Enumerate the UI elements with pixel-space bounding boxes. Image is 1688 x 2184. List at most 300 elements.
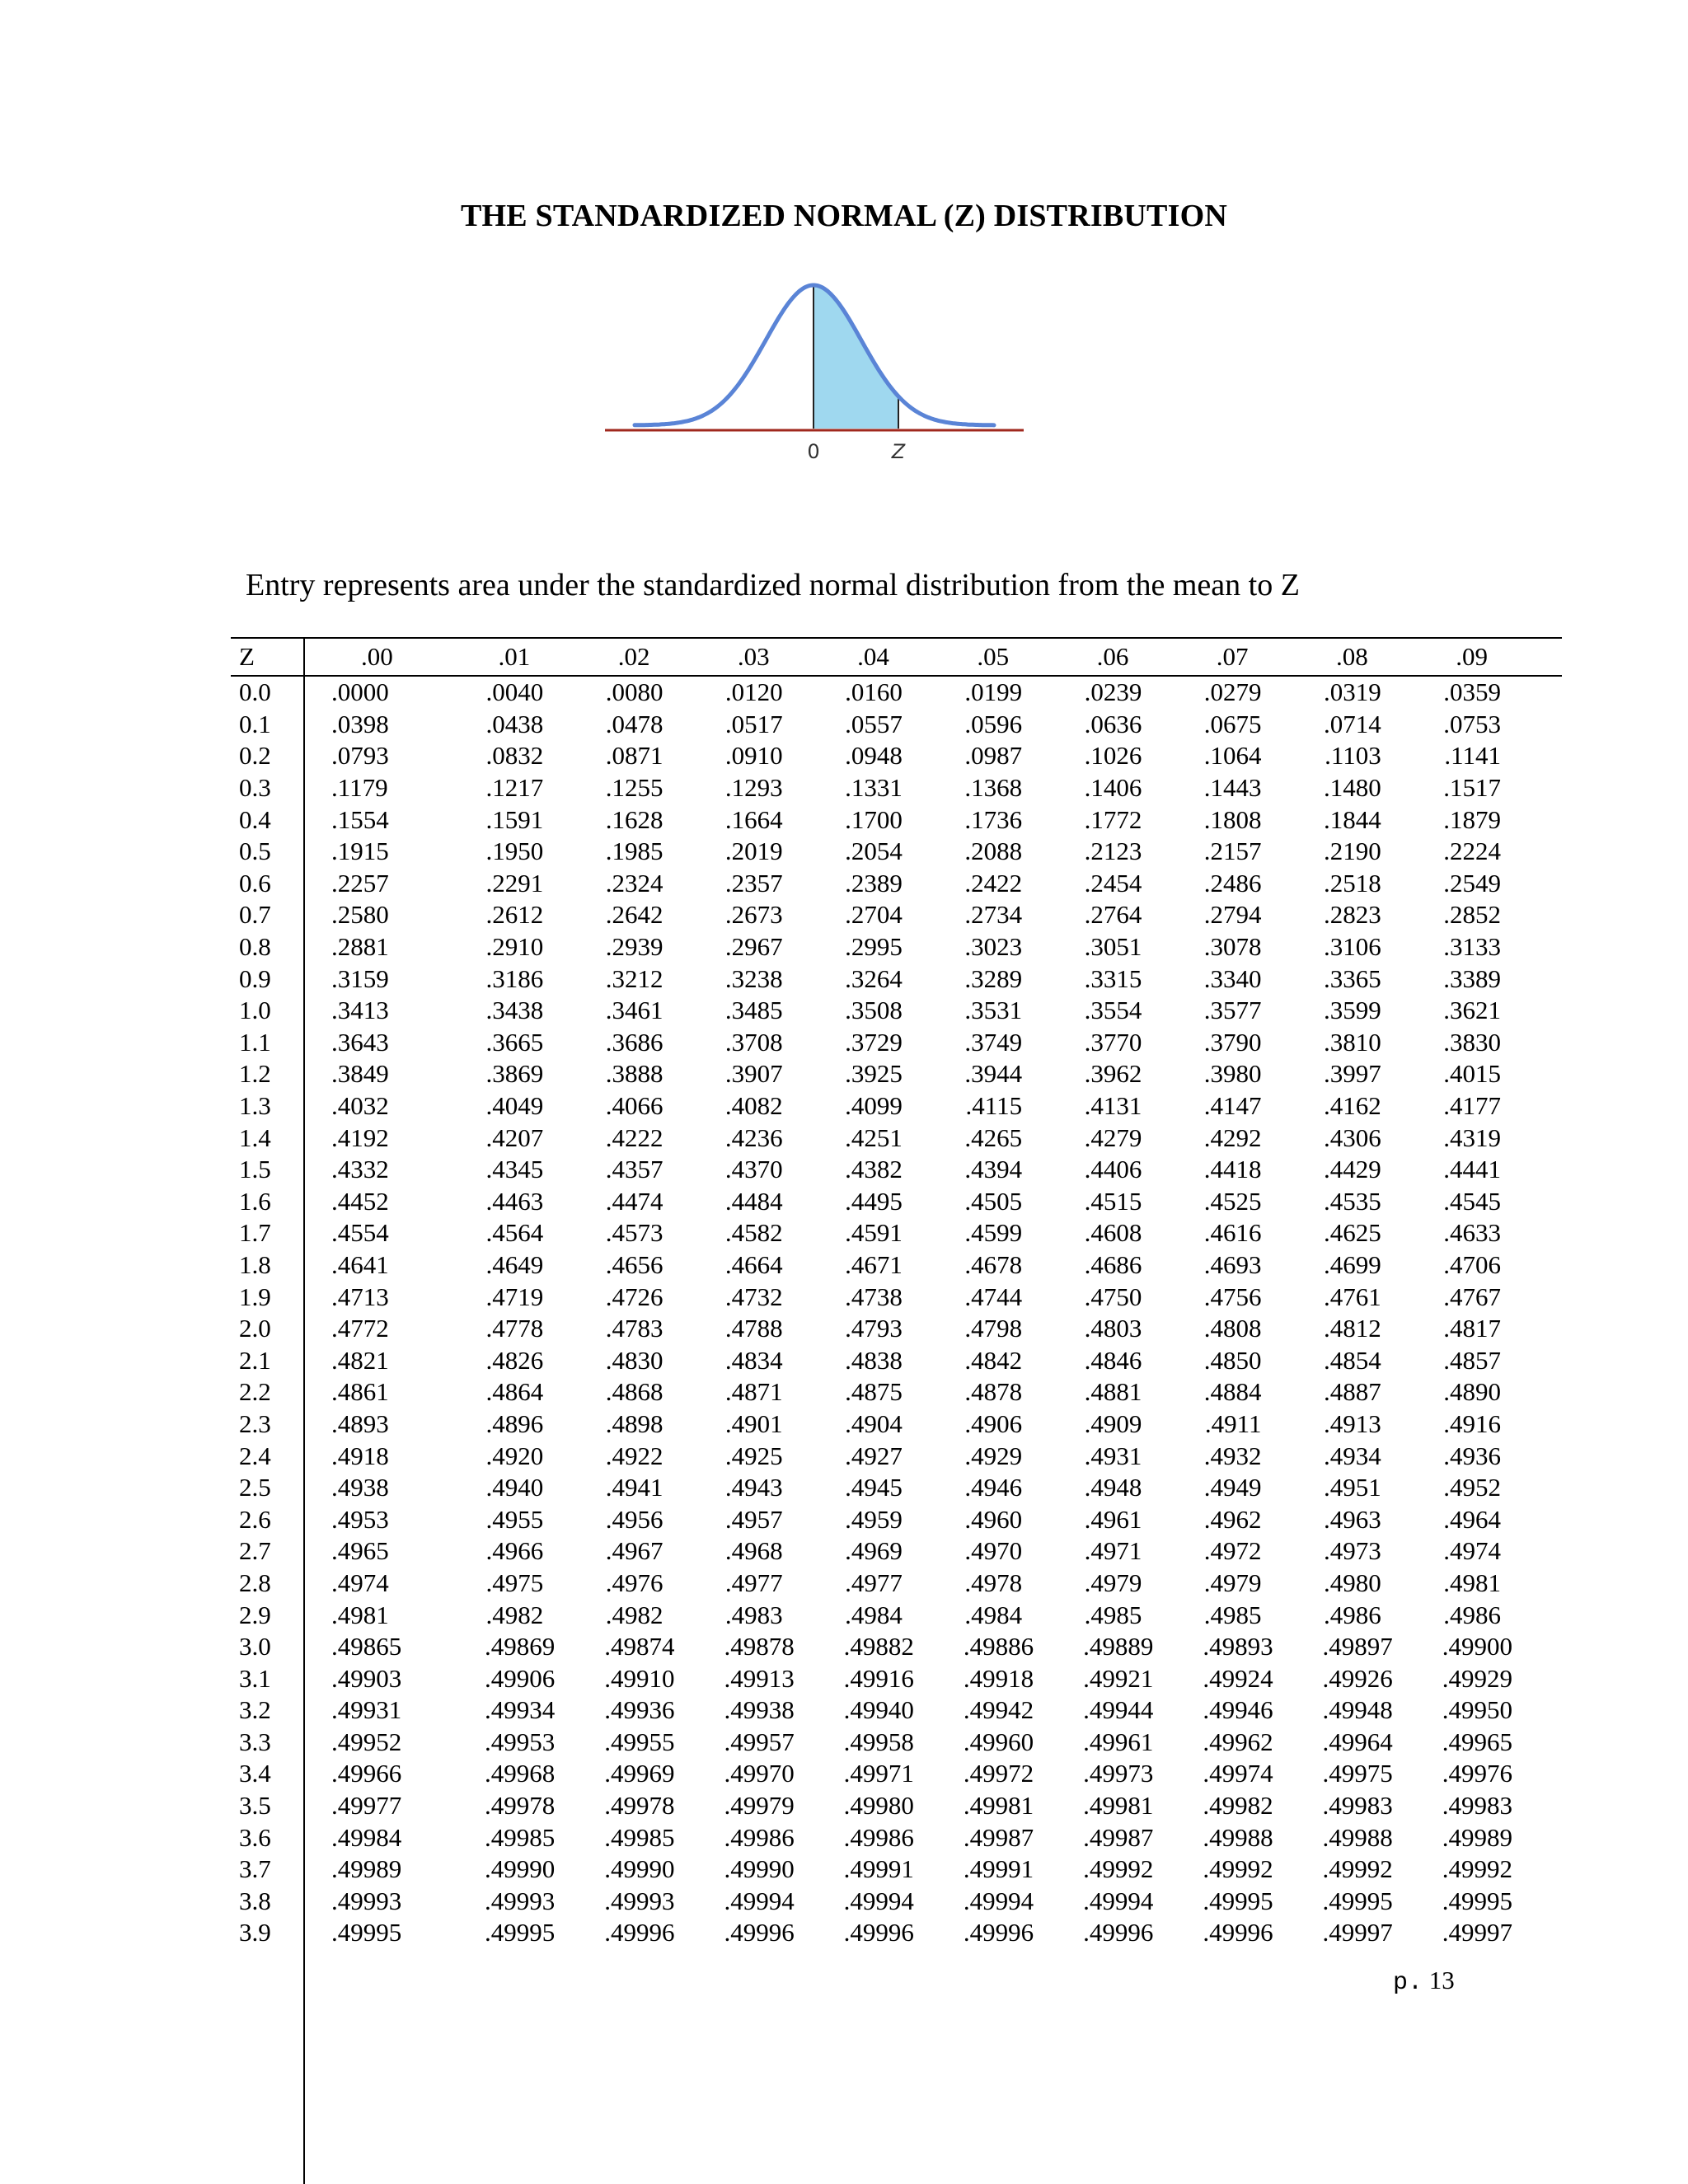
table-row: [231, 1217, 1562, 1249]
page-title: THE STANDARDIZED NORMAL (Z) DISTRIBUTION: [460, 199, 1227, 233]
probability-cell: .49992: [1083, 1854, 1154, 1884]
probability-cell: .2054: [845, 837, 903, 866]
probability-cell: .49968: [485, 1759, 556, 1788]
probability-cell: .4656: [605, 1249, 663, 1279]
probability-cell: .49989: [331, 1854, 402, 1884]
probability-cell: .4591: [845, 1218, 903, 1248]
probability-cell: .2995: [845, 932, 903, 962]
probability-cell: .4633: [1443, 1218, 1501, 1248]
probability-cell: .49983: [1442, 1791, 1512, 1821]
probability-cell: .49982: [1203, 1791, 1273, 1821]
probability-cell: .49979: [724, 1791, 795, 1821]
probability-cell: .4082: [724, 1091, 783, 1121]
probability-cell: .4949: [1203, 1473, 1262, 1502]
probability-cell: .49978: [485, 1791, 556, 1821]
probability-cell: .49994: [1083, 1886, 1154, 1915]
probability-cell: .2291: [485, 868, 544, 898]
probability-cell: .49993: [485, 1886, 556, 1915]
probability-cell: .4973: [1324, 1536, 1381, 1566]
probability-cell: .0832: [485, 741, 544, 771]
probability-cell: .3461: [605, 996, 663, 1025]
table-row: [231, 1917, 1562, 1949]
probability-cell: .4898: [605, 1408, 663, 1438]
probability-cell: .4484: [724, 1186, 783, 1216]
probability-cell: .3365: [1324, 963, 1381, 993]
z-value-cell: 2.2: [239, 1377, 271, 1407]
probability-cell: .4955: [485, 1504, 544, 1534]
probability-cell: .4821: [331, 1345, 389, 1375]
probability-cell: .1628: [605, 804, 663, 834]
probability-cell: .4974: [331, 1568, 389, 1597]
probability-cell: .3790: [1203, 1027, 1262, 1057]
probability-cell: .4920: [485, 1441, 544, 1470]
probability-cell: .4564: [485, 1218, 544, 1248]
table-row: [231, 931, 1562, 963]
probability-cell: .2642: [605, 900, 663, 930]
probability-cell: .0517: [724, 709, 783, 738]
probability-cell: .2852: [1443, 900, 1501, 930]
table-row: [231, 1727, 1562, 1759]
probability-cell: .4854: [1324, 1345, 1381, 1375]
probability-cell: .49910: [604, 1663, 675, 1693]
probability-cell: .4767: [1443, 1282, 1501, 1311]
probability-cell: .4418: [1203, 1155, 1262, 1184]
probability-cell: .3925: [845, 1059, 903, 1089]
column-header: .07: [1203, 638, 1322, 676]
probability-cell: .49986: [724, 1822, 795, 1852]
probability-cell: .4909: [1084, 1408, 1142, 1438]
probability-cell: .4918: [331, 1441, 389, 1470]
probability-cell: .3133: [1443, 932, 1501, 962]
probability-cell: .49961: [1083, 1727, 1154, 1756]
probability-cell: .4925: [724, 1441, 783, 1470]
probability-cell: .4803: [1084, 1314, 1142, 1343]
z-value-cell: 3.1: [239, 1663, 271, 1693]
probability-cell: .2019: [724, 837, 783, 866]
probability-cell: .4177: [1443, 1091, 1501, 1121]
probability-cell: .4678: [964, 1249, 1023, 1279]
probability-cell: .4345: [485, 1155, 544, 1184]
probability-cell: .3264: [845, 963, 903, 993]
probability-cell: .1480: [1324, 773, 1381, 803]
probability-cell: .4893: [331, 1408, 389, 1438]
probability-cell: .49980: [843, 1791, 914, 1821]
probability-cell: .4932: [1203, 1441, 1262, 1470]
probability-cell: .4495: [845, 1186, 903, 1216]
z-value-cell: 0.2: [239, 741, 271, 771]
probability-cell: .4916: [1443, 1408, 1501, 1438]
z-value-cell: 0.8: [239, 932, 271, 962]
probability-cell: .49906: [485, 1663, 556, 1693]
probability-cell: .4878: [964, 1377, 1023, 1407]
probability-cell: .1517: [1443, 773, 1501, 803]
probability-cell: .0398: [331, 709, 389, 738]
probability-cell: .4881: [1084, 1377, 1142, 1407]
probability-cell: .49921: [1083, 1663, 1154, 1693]
z-value-cell: 1.2: [239, 1059, 271, 1089]
probability-cell: .49993: [604, 1886, 675, 1915]
probability-cell: .4772: [331, 1314, 389, 1343]
table-row: [231, 1568, 1562, 1600]
probability-cell: .4599: [964, 1218, 1023, 1248]
probability-cell: .4706: [1443, 1249, 1501, 1279]
probability-cell: .1772: [1084, 804, 1142, 834]
probability-cell: .4732: [724, 1282, 783, 1311]
probability-cell: .4505: [964, 1186, 1023, 1216]
probability-cell: .0793: [331, 741, 389, 771]
column-header: .01: [485, 638, 604, 676]
z-value-cell: 2.1: [239, 1345, 271, 1375]
probability-cell: .49950: [1442, 1695, 1512, 1725]
probability-cell: .49940: [843, 1695, 914, 1725]
probability-cell: .49903: [331, 1663, 402, 1693]
probability-cell: .4744: [964, 1282, 1023, 1311]
probability-cell: .1064: [1203, 741, 1262, 771]
probability-cell: .3051: [1084, 932, 1142, 962]
probability-cell: .3508: [845, 996, 903, 1025]
z-value-cell: 3.4: [239, 1759, 271, 1788]
probability-cell: .4948: [1084, 1473, 1142, 1502]
probability-cell: .4049: [485, 1091, 544, 1121]
probability-cell: .49874: [604, 1632, 675, 1661]
probability-cell: .3944: [964, 1059, 1023, 1089]
table-row: [231, 1027, 1562, 1059]
probability-cell: .3888: [605, 1059, 663, 1089]
probability-cell: .0120: [724, 677, 783, 707]
probability-cell: .4066: [605, 1091, 663, 1121]
z-value-cell: 3.9: [239, 1918, 271, 1947]
probability-cell: .3340: [1203, 963, 1262, 993]
table-row: [231, 1758, 1562, 1790]
probability-cell: .1368: [964, 773, 1023, 803]
probability-cell: .49893: [1203, 1632, 1273, 1661]
probability-cell: .0199: [964, 677, 1023, 707]
probability-cell: .49989: [1442, 1822, 1512, 1852]
probability-cell: .3643: [331, 1027, 389, 1057]
probability-cell: .49936: [604, 1695, 675, 1725]
probability-cell: .4726: [605, 1282, 663, 1311]
z-value-cell: 3.3: [239, 1727, 271, 1756]
probability-cell: .3554: [1084, 996, 1142, 1025]
probability-cell: .49944: [1083, 1695, 1154, 1725]
probability-cell: .4864: [485, 1377, 544, 1407]
probability-cell: .0871: [605, 741, 663, 771]
shaded-area: [814, 285, 898, 429]
z-value-cell: 1.0: [239, 996, 271, 1025]
probability-cell: .49994: [843, 1886, 914, 1915]
probability-cell: .1915: [331, 837, 389, 866]
table-row: [231, 1886, 1562, 1918]
probability-cell: .4964: [1443, 1504, 1501, 1534]
probability-cell: .49889: [1083, 1632, 1154, 1661]
probability-cell: .4525: [1203, 1186, 1262, 1216]
probability-cell: .49994: [724, 1886, 795, 1915]
probability-cell: .4279: [1084, 1122, 1142, 1152]
probability-cell: .4162: [1324, 1091, 1381, 1121]
probability-cell: .49992: [1322, 1854, 1393, 1884]
probability-cell: .3810: [1324, 1027, 1381, 1057]
z-value-cell: 0.0: [239, 677, 271, 707]
probability-cell: .4875: [845, 1377, 903, 1407]
z-value-cell: 3.2: [239, 1695, 271, 1725]
probability-cell: .4975: [485, 1568, 544, 1597]
probability-cell: .4969: [845, 1536, 903, 1566]
probability-cell: .4686: [1084, 1249, 1142, 1279]
probability-cell: .4236: [724, 1122, 783, 1152]
probability-cell: .4861: [331, 1377, 389, 1407]
probability-cell: .4265: [964, 1122, 1023, 1152]
probability-cell: .4887: [1324, 1377, 1381, 1407]
probability-cell: .0160: [845, 677, 903, 707]
z-value-cell: 0.7: [239, 900, 271, 930]
page-prefix: p.: [1393, 1969, 1423, 1997]
probability-cell: .3665: [485, 1027, 544, 1057]
probability-cell: .49987: [963, 1822, 1034, 1852]
table-row: [231, 899, 1562, 931]
z-table: [231, 637, 1562, 1949]
probability-cell: .4979: [1084, 1568, 1142, 1597]
probability-cell: .0040: [485, 677, 544, 707]
probability-cell: .2157: [1203, 837, 1262, 866]
z-value-cell: 2.7: [239, 1536, 271, 1566]
probability-cell: .3907: [724, 1059, 783, 1089]
probability-cell: .4131: [1084, 1091, 1142, 1121]
probability-cell: .4943: [724, 1473, 783, 1502]
probability-cell: .4830: [605, 1345, 663, 1375]
probability-cell: .2734: [964, 900, 1023, 930]
probability-cell: .4913: [1324, 1408, 1381, 1438]
probability-cell: .4938: [331, 1473, 389, 1502]
probability-cell: .2389: [845, 868, 903, 898]
probability-cell: .2580: [331, 900, 389, 930]
z-value-cell: 2.4: [239, 1441, 271, 1470]
probability-cell: .1879: [1443, 804, 1501, 834]
probability-cell: .49886: [963, 1632, 1034, 1661]
probability-cell: .4981: [331, 1600, 389, 1629]
table-row: [231, 1694, 1562, 1727]
probability-cell: .0319: [1324, 677, 1381, 707]
probability-cell: .2518: [1324, 868, 1381, 898]
probability-cell: .4699: [1324, 1249, 1381, 1279]
probability-cell: .49962: [1203, 1727, 1273, 1756]
probability-cell: .2673: [724, 900, 783, 930]
probability-cell: .49918: [963, 1663, 1034, 1693]
z-label: Z: [891, 440, 906, 463]
probability-cell: .49929: [1442, 1663, 1512, 1693]
table-row: [231, 804, 1562, 836]
probability-cell: .2939: [605, 932, 663, 962]
probability-cell: .1406: [1084, 773, 1142, 803]
probability-cell: .4693: [1203, 1249, 1262, 1279]
column-header: .00: [312, 638, 485, 676]
probability-cell: .4961: [1084, 1504, 1142, 1534]
probability-cell: .4474: [605, 1186, 663, 1216]
z-value-cell: 2.0: [239, 1314, 271, 1343]
probability-cell: .3621: [1443, 996, 1501, 1025]
table-row: [231, 1821, 1562, 1854]
table-divider-line: [303, 637, 305, 2184]
probability-cell: .4608: [1084, 1218, 1142, 1248]
probability-cell: .4641: [331, 1249, 389, 1279]
probability-cell: .0359: [1443, 677, 1501, 707]
probability-cell: .4986: [1443, 1600, 1501, 1629]
probability-cell: .4977: [845, 1568, 903, 1597]
probability-cell: .4306: [1324, 1122, 1381, 1152]
probability-cell: .0753: [1443, 709, 1501, 738]
header-row: [231, 638, 1562, 676]
probability-cell: .4904: [845, 1408, 903, 1438]
probability-cell: .4850: [1203, 1345, 1262, 1375]
probability-cell: .0279: [1203, 677, 1262, 707]
probability-cell: .4890: [1443, 1377, 1501, 1407]
probability-cell: .4982: [605, 1600, 663, 1629]
probability-cell: .4115: [965, 1091, 1023, 1121]
probability-cell: .4929: [964, 1441, 1023, 1470]
z-value-cell: 1.3: [239, 1091, 271, 1121]
probability-cell: .4952: [1443, 1473, 1501, 1502]
probability-cell: .2088: [964, 837, 1023, 866]
probability-cell: .49981: [963, 1791, 1034, 1821]
probability-cell: .3708: [724, 1027, 783, 1057]
probability-cell: .49981: [1083, 1791, 1154, 1821]
probability-cell: .4868: [605, 1377, 663, 1407]
z-value-cell: 3.5: [239, 1791, 271, 1821]
probability-cell: .4959: [845, 1504, 903, 1534]
probability-cell: .0000: [331, 677, 389, 707]
probability-cell: .4382: [845, 1155, 903, 1184]
probability-cell: .3830: [1443, 1027, 1501, 1057]
probability-cell: .0478: [605, 709, 663, 738]
probability-cell: .4015: [1443, 1059, 1501, 1089]
probability-cell: .49991: [963, 1854, 1034, 1884]
probability-cell: .4984: [845, 1600, 903, 1629]
z-value-cell: 1.1: [239, 1027, 271, 1057]
probability-cell: .4207: [485, 1122, 544, 1152]
probability-cell: .3686: [605, 1027, 663, 1057]
corner-label: Z: [231, 638, 312, 676]
probability-cell: .4846: [1084, 1345, 1142, 1375]
probability-cell: .49976: [1442, 1759, 1512, 1788]
probability-cell: .4985: [1084, 1600, 1142, 1629]
probability-cell: .49990: [604, 1854, 675, 1884]
probability-cell: .49926: [1322, 1663, 1393, 1693]
probability-cell: .4788: [724, 1314, 783, 1343]
table-row: [231, 1790, 1562, 1822]
probability-cell: .4967: [605, 1536, 663, 1566]
column-header: .06: [1083, 638, 1203, 676]
probability-cell: .1103: [1325, 741, 1381, 771]
table-caption: Entry represents area under the standardized normal distribution from the mean to Z: [246, 568, 1300, 602]
probability-cell: .2454: [1084, 868, 1142, 898]
probability-cell: .49977: [331, 1791, 402, 1821]
z-value-cell: 2.6: [239, 1504, 271, 1534]
probability-cell: .3212: [605, 963, 663, 993]
probability-cell: .1179: [331, 773, 388, 803]
probability-cell: .2910: [485, 932, 544, 962]
probability-cell: .4871: [724, 1377, 783, 1407]
probability-cell: .49997: [1442, 1918, 1512, 1947]
probability-cell: .49990: [485, 1854, 556, 1884]
table-row: [231, 1058, 1562, 1090]
probability-cell: .49953: [485, 1727, 556, 1756]
probability-cell: .2881: [331, 932, 389, 962]
probability-cell: .2823: [1324, 900, 1381, 930]
probability-cell: .4970: [964, 1536, 1023, 1566]
probability-cell: .4357: [605, 1155, 663, 1184]
probability-cell: .1591: [485, 804, 544, 834]
probability-cell: .4192: [331, 1122, 389, 1152]
probability-cell: .4463: [485, 1186, 544, 1216]
probability-cell: .49985: [485, 1822, 556, 1852]
table-row: [231, 1249, 1562, 1282]
probability-cell: .2486: [1203, 868, 1262, 898]
probability-cell: .49983: [1322, 1791, 1393, 1821]
probability-cell: .2123: [1084, 837, 1142, 866]
column-header: .08: [1323, 638, 1442, 676]
probability-cell: .2257: [331, 868, 389, 898]
probability-cell: .2764: [1084, 900, 1142, 930]
probability-cell: .4842: [964, 1345, 1023, 1375]
z-value-cell: 1.4: [239, 1122, 271, 1152]
probability-cell: .4931: [1084, 1441, 1142, 1470]
probability-cell: .4783: [605, 1314, 663, 1343]
probability-cell: .4370: [724, 1155, 783, 1184]
probability-cell: .4713: [331, 1282, 389, 1311]
probability-cell: .49991: [843, 1854, 914, 1884]
probability-cell: .49878: [724, 1632, 795, 1661]
z-value-cell: 0.9: [239, 963, 271, 993]
probability-cell: .49948: [1322, 1695, 1393, 1725]
probability-cell: .4817: [1443, 1314, 1501, 1343]
column-header: .04: [844, 638, 964, 676]
probability-cell: .3997: [1324, 1059, 1381, 1089]
table-body: [231, 676, 1562, 1949]
table-row: [231, 740, 1562, 772]
probability-cell: .4649: [485, 1249, 544, 1279]
probability-cell: .4978: [964, 1568, 1023, 1597]
probability-cell: .49996: [604, 1918, 675, 1947]
probability-cell: .4429: [1324, 1155, 1381, 1184]
probability-cell: .0438: [485, 709, 544, 738]
probability-cell: .49986: [843, 1822, 914, 1852]
probability-cell: .4940: [485, 1473, 544, 1502]
probability-cell: .4957: [724, 1504, 783, 1534]
probability-cell: .0910: [724, 741, 783, 771]
probability-cell: .49985: [604, 1822, 675, 1852]
probability-cell: .4616: [1203, 1218, 1262, 1248]
table-row: [231, 1122, 1562, 1154]
probability-cell: .3962: [1084, 1059, 1142, 1089]
probability-cell: .4966: [485, 1536, 544, 1566]
probability-cell: .49993: [331, 1886, 402, 1915]
probability-cell: .3980: [1203, 1059, 1262, 1089]
probability-cell: .3729: [845, 1027, 903, 1057]
probability-cell: .4515: [1084, 1186, 1142, 1216]
probability-cell: .2357: [724, 868, 783, 898]
probability-cell: .4922: [605, 1441, 663, 1470]
probability-cell: .4906: [964, 1408, 1023, 1438]
probability-cell: .4986: [1324, 1600, 1381, 1629]
table-row: [231, 1154, 1562, 1186]
probability-cell: .49988: [1203, 1822, 1273, 1852]
probability-cell: .4946: [964, 1473, 1023, 1502]
probability-cell: .49990: [724, 1854, 795, 1884]
z-value-cell: 2.5: [239, 1473, 271, 1502]
probability-cell: .4554: [331, 1218, 389, 1248]
probability-cell: .4974: [1443, 1536, 1501, 1566]
z-value-cell: 1.8: [239, 1249, 271, 1279]
probability-cell: .4147: [1203, 1091, 1262, 1121]
